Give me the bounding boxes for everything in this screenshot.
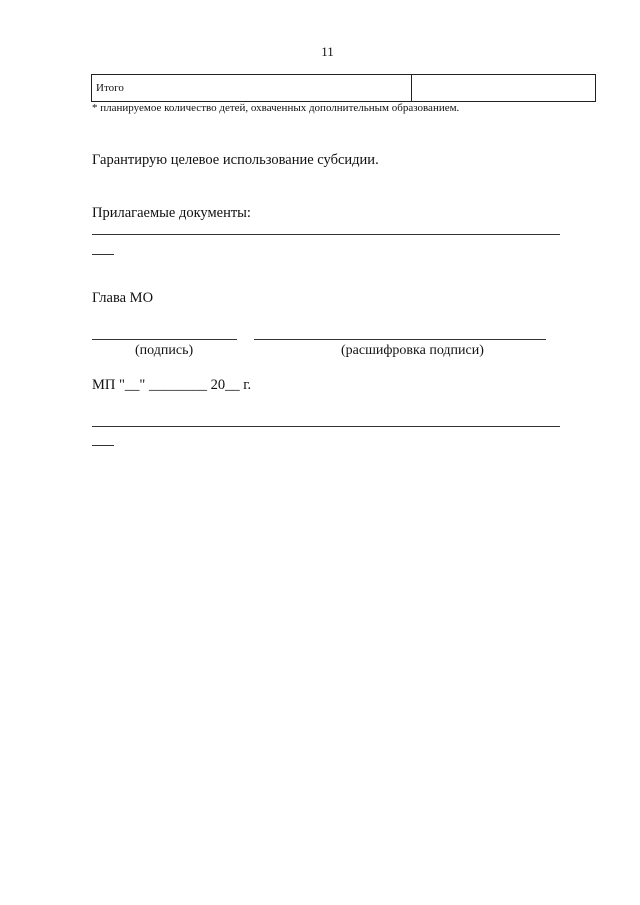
guarantee-text: Гарантирую целевое использование субсидии. (92, 152, 379, 168)
table-row (92, 75, 596, 102)
bottom-line-end (92, 445, 114, 446)
stamp-date-line: МП "__" ________ 20__ г. (92, 377, 252, 393)
signature-decode-line (254, 339, 546, 340)
attached-documents-line-end (92, 254, 114, 255)
attached-documents-label: Прилагаемые документы: (92, 205, 251, 221)
bottom-line (92, 426, 560, 427)
page-number: 11 (321, 44, 334, 59)
total-label-cell: Итого (92, 75, 412, 102)
total-value-cell (412, 75, 596, 102)
footnote: * планируемое количество детей, охваченных дополнительным образованием. (92, 102, 460, 114)
total-table (91, 74, 596, 102)
signature-caption: (подпись) (135, 343, 194, 358)
attached-documents-line (92, 234, 560, 235)
signature-line (92, 339, 237, 340)
head-label: Глава МО (92, 290, 154, 306)
signature-decode-caption: (расшифровка подписи) (341, 343, 484, 358)
